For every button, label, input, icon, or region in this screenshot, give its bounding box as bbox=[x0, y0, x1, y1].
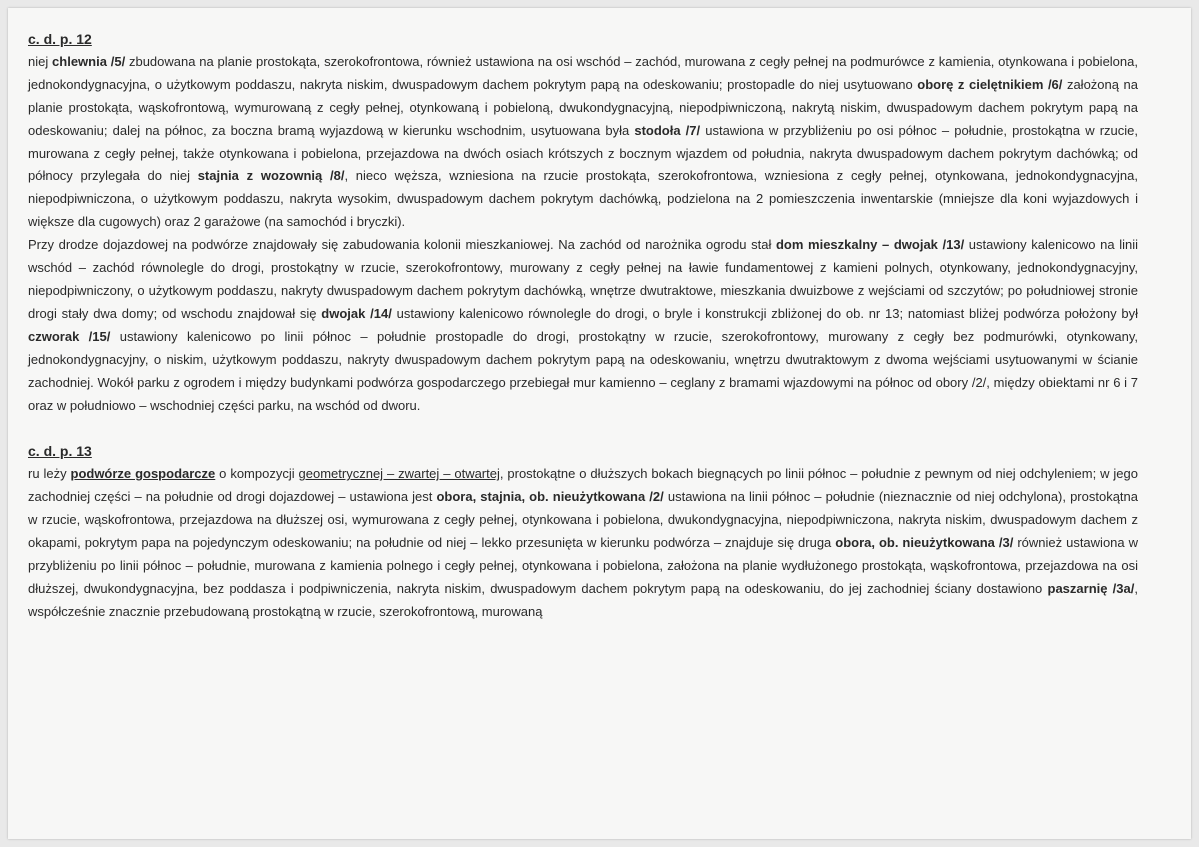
text-run: ru leży bbox=[28, 466, 71, 482]
document-body bbox=[28, 28, 1138, 624]
text-run: ustawiona na linii północ – południe (nieznacznie od niej odchylona), prostokątna w rzucie, wąskofrontowa, przejazdowa na dłuższej osi, wymurowana z cegły pełnej, otynkowana i pobielona, dwukondygnacyjna, niepodpiwniczona, nakryta niskim, dwuspadowym dachem z okapami, pokrytym papa na pojedynczym odeskowaniu; na południe od niej – lekko przesunięta w kierunku podwórza – znajduje się druga bbox=[28, 489, 1139, 551]
bold-term: podwórze gospodarcze bbox=[70, 466, 216, 482]
bold-term: dwojak /14/ bbox=[321, 305, 392, 321]
underlined-term: geometrycznej – zwartej – otwartej bbox=[298, 466, 500, 482]
bold-term: oborę z cielętnikiem /6/ bbox=[917, 76, 1063, 92]
text-run: również ustawiona w przybliżeniu po linii północ – południe, murowana z kamienia polnego i cegły pełnej, otynkowana i pobielona, założona na planie wydłużonego prostokąta, wąskofrontowa, przejazdowa na osi dłuższej, dwukondygnacyjna, bez poddasza i podpiwniczenia, nakryta niskim, dwuspadowym dachem pokrytym papą na odeskowaniu, do jej zachodniej ściany dostawiono bbox=[28, 535, 1138, 596]
text-run: ustawiona w przybliżeniu po osi północ – południe, prostokątna w rzucie, murowana z cegły pełnej, także otynkowana i pobielona, przejazdowa na dwóch osiach krótszych z bocznym wjazdem od południa, nakryta dwuspadowym dachem pokrytym dachówką; od północy przylegała do niej bbox=[28, 122, 1138, 184]
text-run: zbudowana na planie prostokąta, szerokofrontowa, również ustawiona na osi wschód – zachód, murowana z cegły pełnej na podmurówce z kamienia, otynkowana i pobielona, jednokondygnacyjna, o użytkowym poddaszu, nakryta niskim, dwuspadowym dachem pokrytym papą na odeskowaniu; prostopadle do niej usytuowano bbox=[28, 53, 1138, 92]
bold-term: chlewnia /5/ bbox=[52, 53, 126, 69]
bold-term: paszarnię /3a/ bbox=[1047, 580, 1135, 596]
text-run: niej bbox=[28, 53, 53, 69]
text-run: ustawiony kalenicowo po linii północ – południe prostopadle do drogi, prostokątny w rzucie, szerokofrontowy, murowany z cegły bez podmurówki, otynkowany, jednokondygnacyjny, o niskim, użytkowym poddaszu, nakryty dwuspadowym dachem pokrytym papą na odeskowaniu, wnętrzu dwutraktowym z dwoma wejściami usytuowanymi w ścianie zachodniej. Wokół parku z ogrodem i między budynkami podwórza gospodarczego przebiegał mur kamienno – ceglany z bramami wjazdowymi na północ od obory /2/, między obiektami nr 6 i 7 oraz w południowo – wschodniej części parku, na wschód od dworu. bbox=[28, 328, 1138, 413]
section-heading-13: c. d. p. 13 bbox=[28, 443, 92, 460]
section-divider bbox=[28, 417, 1138, 440]
bold-term: stodoła /7/ bbox=[634, 122, 701, 138]
section-heading-12: c. d. p. 12 bbox=[28, 31, 92, 47]
text-run: o kompozycji bbox=[215, 466, 299, 482]
bold-term: obora, stajnia, ob. nieużytkowana /2/ bbox=[436, 489, 664, 505]
paragraph bbox=[28, 234, 1138, 417]
bold-term: czworak /15/ bbox=[28, 328, 111, 344]
bold-term: dom mieszkalny – dwojak /13/ bbox=[775, 237, 965, 253]
text-run: założoną na planie prostokąta, wąskofrontową, wymurowaną z cegły pełnej, otynkowaną i pobieloną, dwukondygnacyjną, niepodpiwniczoną, nakrytą niskim, dwuspadowym dachem pokrytym papą na odeskowaniu; dalej na północ, za boczna bramą wyjazdową w kierunku wschodnim, usytuowana była bbox=[28, 76, 1138, 138]
section-12-text bbox=[28, 51, 1138, 418]
bold-term: stajnia z wozownią /8/ bbox=[197, 168, 345, 184]
bold-term: obora, ob. nieużytkowana /3/ bbox=[835, 535, 1014, 551]
paragraph bbox=[28, 51, 1138, 234]
text-run: ustawiony kalenicowo na linii wschód – zachód równolegle do drogi, prostokątny w rzucie, szerokofrontowy, murowany z cegły pełnej na ławie fundamentowej z kamieni polnych, otynkowany, jednokondygnacyjny, niepodpiwniczony, o użytkowym poddaszu, nakryty dwuspadowym dachem pokrytym dachówką, wnętrze dwutraktowe, mieszkania dwuizbowe z wejściami od szczytów; po południowej stronie drogi stały dwa domy; od wschodu znajdował się bbox=[28, 237, 1138, 321]
paragraph bbox=[28, 463, 1138, 623]
text-run: ustawiony kalenicowo równolegle do drogi, o bryle i konstrukcji zbliżonej do ob. nr 13; natomiast bliżej podwórza położony był bbox=[391, 305, 1138, 321]
text-run: Przy drodze dojazdowej na podwórze znajdowały się zabudowania kolonii mieszkaniowej. Na zachód od narożnika ogrodu stał bbox=[28, 237, 776, 253]
document-page bbox=[8, 8, 1191, 839]
text-run: , współcześnie znacznie przebudowaną prostokątną w rzucie, szerokofrontową, murowaną bbox=[28, 580, 1138, 619]
section-13-text bbox=[28, 463, 1138, 623]
text-run: , prostokątne o dłuższych bokach biegnących po linii północ – południe z pewnym od niej odchyleniem; w jego zachodniej części – na południe od drogi dojazdowej – ustawiona jest bbox=[28, 466, 1138, 505]
text-run: , nieco węższa, wzniesiona na rzucie prostokąta, szerokofrontowa, wzniesiona z cegły pełnej, otynkowana, jednokondygnacyjna, niepodpiwniczona, o użytkowym poddaszu, nakryta wysokim, dwuspadowym dachem pokrytym dachówką, podzielona na 2 pomieszczenia inwentarskie (mniejsze dla koni wyjazdowych i większe dla cugowych) oraz 2 garażowe (na samochód i bryczki). bbox=[28, 168, 1138, 230]
